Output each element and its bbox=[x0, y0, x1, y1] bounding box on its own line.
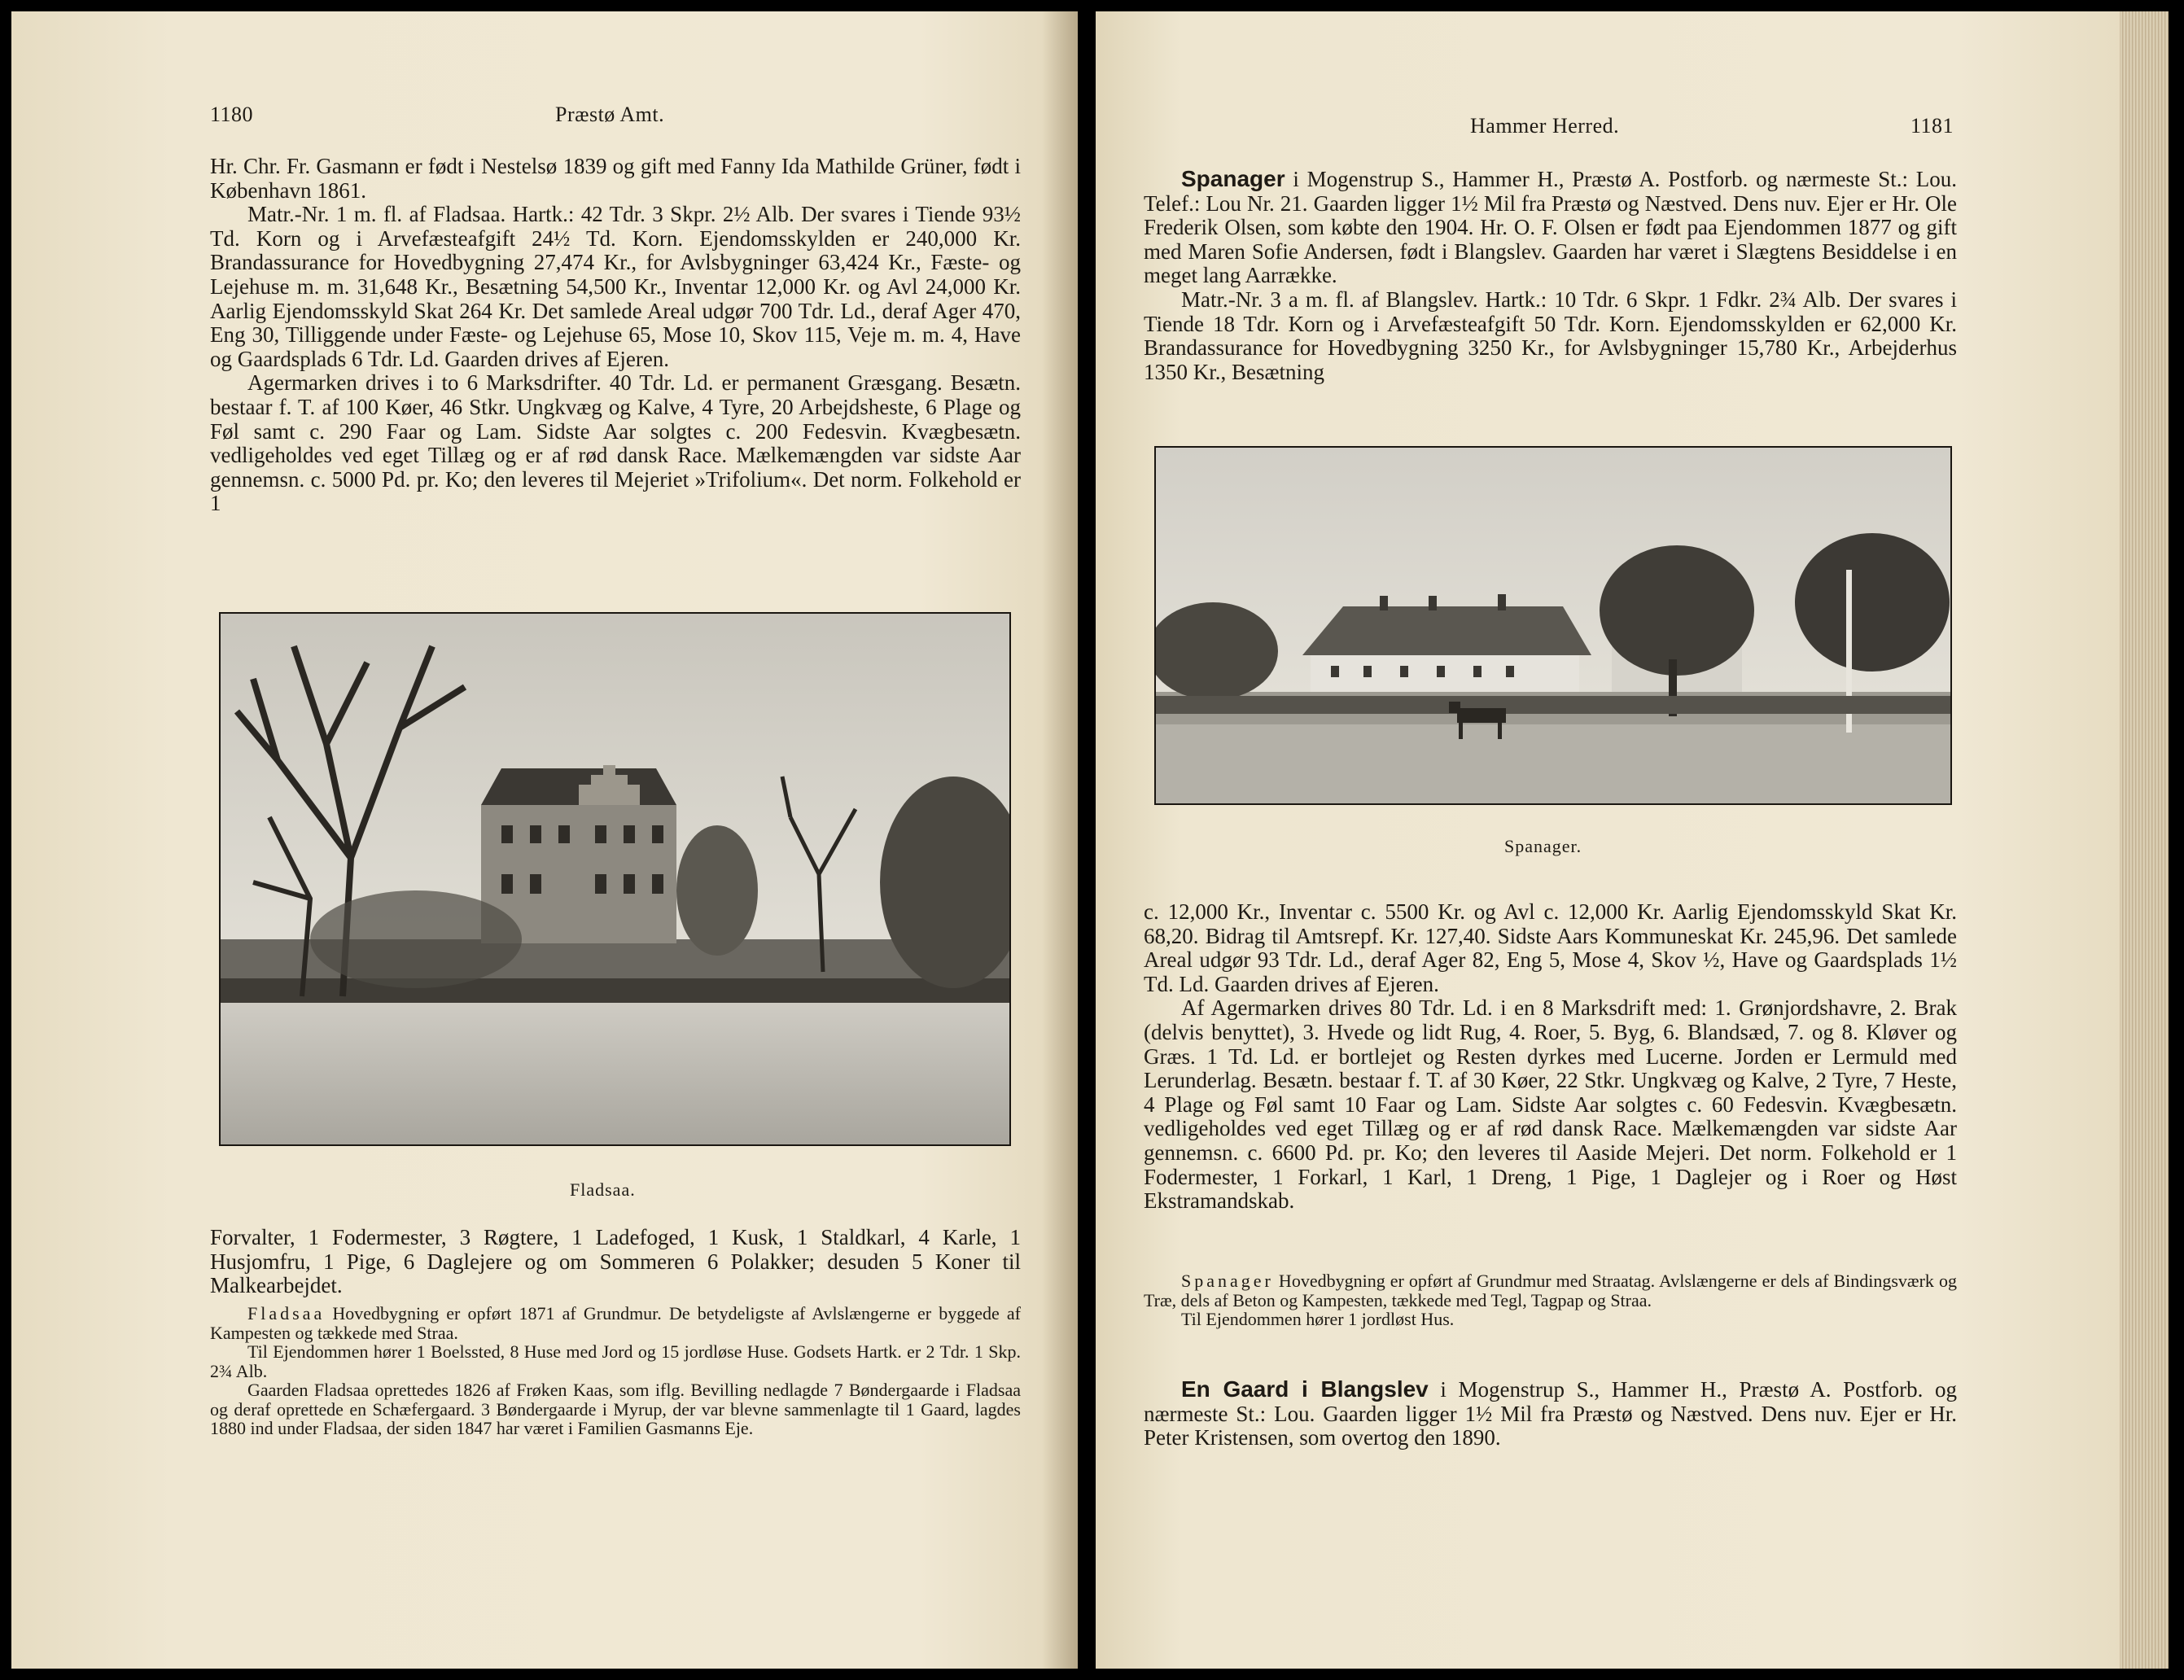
right-top-text bbox=[1144, 167, 1957, 384]
left-top-text bbox=[210, 155, 1021, 516]
small-paragraph bbox=[210, 1304, 1021, 1342]
right-entry2-text bbox=[1144, 1377, 1957, 1450]
page-number-left: 1180 bbox=[210, 103, 254, 126]
entry-title-blangslev: En Gaard i Blangslev bbox=[1181, 1376, 1429, 1402]
paragraph: Forvalter, 1 Fodermester, 3 Røgtere, 1 Ladefoged, 1 Kusk, 1 Staldkarl, 4 Karle, 1 Husjomfru, 1 Pige, 6 Daglejere og om Sommeren 6 Polakker; desuden 5 Koner til Malkearbejdet. bbox=[210, 1225, 1021, 1298]
page-edges bbox=[2120, 11, 2169, 1669]
paragraph: Matr.-Nr. 1 m. fl. af Fladsaa. Hartk.: 42 Tdr. 3 Skpr. 2½ Alb. Der svares i Tiende 93½ Td. Korn og i Arvefæsteafgift 24½ Td. Korn. Ejendomsskylden er 240,000 Kr. Brandassurance for Hovedbygning 27,474 Kr., for Avlsbygninger 63,424 Kr., Fæste- og Lejehuse m. m. 31,648 Kr., Besætning 54,500 Kr., Inventar 12,000 Kr. og Avl 24,000 Kr. Aarlig Ejendomsskyld Skat 264 Kr. Det samlede Areal udgør 700 Tdr. Ld., deraf Ager 470, Eng 30, Tilliggende under Fæste- og Lejehuse 65, Mose 10, Skov 115, Veje m. m. 4, Have og Gaardsplads 6 Tdr. Ld. Gaarden drives af Ejeren. bbox=[210, 202, 1021, 371]
entry-text: i Mogenstrup S., Hammer H., Præstø A. Postforb. og nærmeste St.: Lou. Gaarden ligger 1½ Mil fra Præstø og Næstved. Dens nuv. Ejer er Hr. Peter Kristensen, som overtog den 1890. bbox=[1144, 1377, 1957, 1450]
photo-spanager bbox=[1154, 446, 1952, 805]
paragraph: Matr.-Nr. 3 a m. fl. af Blangslev. Hartk.: 10 Tdr. 6 Skpr. 1 Fdkr. 2¾ Alb. Der svares i Tiende 18 Tdr. Korn og i Arvefæsteafgift 50 Tdr. Korn. Ejendomsskylden er 62,000 Kr. Brandassurance for Hovedbygning 3250 Kr., for Avlsbygninger 15,780 Kr., Arbejderhus 1350 Kr., Besætning bbox=[1144, 287, 1957, 384]
paragraph: c. 12,000 Kr., Inventar c. 5500 Kr. og Avl c. 12,000 Kr. Aarlig Ejendomsskyld Skat Kr. 68,20. Bidrag til Amtsrepf. Kr. 127,40. Sidste Aars Kommuneskat Kr. 245,96. Det samlede Areal udgør 93 Tdr. Ld., deraf Ager 82, Eng 5, Mose 4, Skov ½, Have og Gaardsplads 1½ Td. Ld. Gaarden drives af Ejeren. bbox=[1144, 899, 1957, 996]
running-head-left: Præstø Amt. bbox=[555, 103, 665, 126]
paragraph: Af Agermarken drives 80 Tdr. Ld. i en 8 Marksdrift med: 1. Grønjordshavre, 2. Brak (delvis benyttet), 3. Hvede og lidt Rug, 4. Roer, 5. Byg, 6. Blandsæd, 7. og 8. Kløver og Græs. 1 Td. Ld. er bortlejet og Resten dyrkes med Lucerne. Jorden er Lermuld med Lerunderlag. Besætn. bestaar f. T. af 30 Køer, 22 Stkr. Ungkvæg og Kalve, 2 Tyre, 7 Heste, 4 Plage og Føl samt 10 Faar og Lam. Sidste Aar solgtes c. 60 Fedesvin. Kvægbesætn. vedligeholdes ved eget Tillæg og er af rød dansk Race. Mælkemængden var sidste Aar gennemsn. c. 6600 Pd. pr. Ko; den leveres til Aaside Mejeri. Det norm. Folkehold er 1 Fodermester, 1 Forkarl, 1 Karl, 1 Dreng, 1 Pige, 1 Daglejer og i Roer og Høst Ekstramandskab. bbox=[1144, 995, 1957, 1214]
small-text: Hovedbygning er opført 1871 af Grundmur. De betydeligste af Avlslængerne er byggede af Kampesten og tækkede med Straa. bbox=[210, 1303, 1021, 1343]
paragraph bbox=[1144, 1377, 1957, 1450]
small-paragraph bbox=[1144, 1271, 1957, 1310]
lead-word: Spanager bbox=[1181, 1271, 1274, 1291]
paragraph: Agermarken drives i to 6 Marksdrifter. 40 Tdr. Ld. er permanent Græsgang. Besætn. bestaar f. T. af 100 Køer, 46 Stkr. Ungkvæg og Kalve, 4 Tyre, 20 Arbejdsheste, 6 Plage og Føl samt c. 290 Faar og Lam. Sidste Aar solgtes c. 200 Fedesvin. Kvægbesætn. vedligeholdes ved eget Tillæg og er af rød dansk Race. Mælkemængden var sidste Aar gennemsn. c. 5000 Pd. pr. Ko; den leveres til Mejeriet »Trifolium«. Det norm. Folkehold er 1 bbox=[210, 370, 1021, 516]
paragraph: Hr. Chr. Fr. Gasmann er født i Nestelsø 1839 og gift med Fanny Ida Mathilde Grüner, født i København 1861. bbox=[210, 154, 1021, 203]
photo-fladsaa bbox=[219, 612, 1011, 1146]
right-small-print bbox=[1144, 1271, 1957, 1329]
small-paragraph: Til Ejendommen hører 1 jordløst Hus. bbox=[1181, 1309, 1455, 1329]
small-text: Hovedbygning er opført af Grundmur med Straatag. Avlslængerne er dels af Bindingsværk og Træ, dels af Beton og Kampesten, tækkede med Tegl, Tagpap og Straa. bbox=[1144, 1271, 1957, 1310]
photo-caption-spanager: Spanager. bbox=[1504, 836, 1582, 856]
photo-caption-fladsaa: Fladsaa. bbox=[570, 1179, 636, 1200]
entry-title-spanager: Spanager bbox=[1181, 166, 1285, 191]
right-after-photo-text bbox=[1144, 900, 1957, 1214]
left-after-photo-text bbox=[210, 1226, 1021, 1298]
small-paragraph: Gaarden Fladsaa oprettedes 1826 af Frøken Kaas, som iflg. Bevilling nedlagde 7 Bøndergaarde i Fladsaa og deraf oprettede en Schæfergaard. 3 Bøndergaarde i Myrup, der var blevne sammenlagte til 1 Gaard, lagdes 1880 ind under Fladsaa, der siden 1847 har været i Familien Gasmanns Eje. bbox=[210, 1380, 1021, 1438]
lead-word: Fladsaa bbox=[247, 1303, 326, 1323]
book-gutter bbox=[1042, 11, 1078, 1669]
running-head-right: Hammer Herred. bbox=[1470, 114, 1620, 138]
small-paragraph: Til Ejendommen hører 1 Boelssted, 8 Huse med Jord og 15 jordløse Huse. Godsets Hartk. er 2 Tdr. 1 Skp. 2¾ Alb. bbox=[210, 1341, 1021, 1381]
page-number-right: 1181 bbox=[1910, 114, 1954, 138]
entry-text: i Mogenstrup S., Hammer H., Præstø A. Postforb. og nærmeste St.: Lou. Telef.: Lou Nr. 21. Gaarden ligger 1½ Mil fra Præstø og Næstved. Dens nuv. Ejer er Hr. Ole Frederik Olsen, som købte den 1904. Hr. O. F. Olsen er født paa Ejendommen 1877 og gift med Maren Sofie Andersen, født i Blangslev. Gaarden har været i Slægtens Besiddelse i en meget lang Aarrække. bbox=[1144, 167, 1957, 288]
left-small-print bbox=[210, 1304, 1021, 1438]
paragraph bbox=[1144, 167, 1957, 288]
